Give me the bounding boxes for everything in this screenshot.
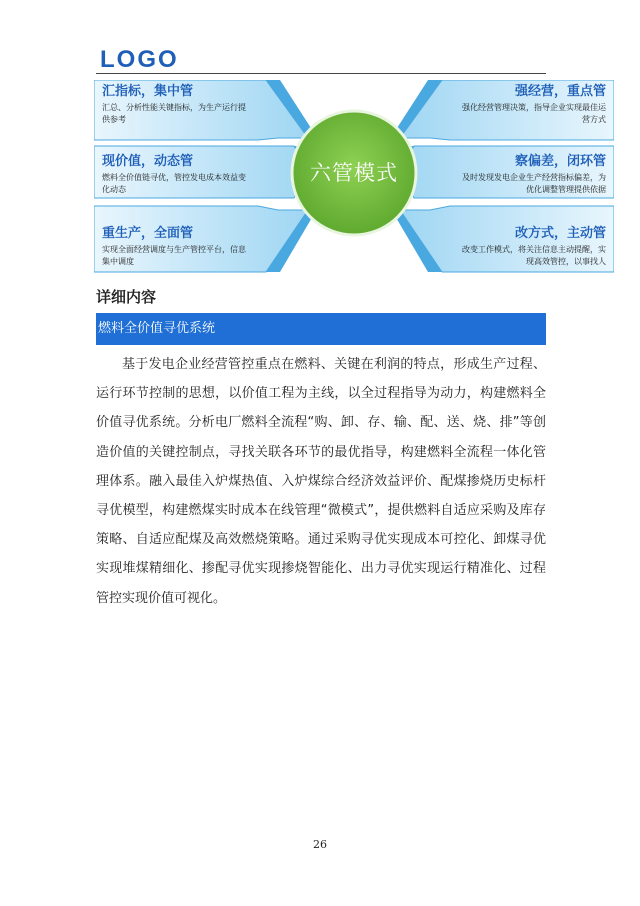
left-panel-1-text: 汇总、分析性能关键指标，为生产运行提供参考 — [102, 103, 246, 124]
right-panel-2-title: 察偏差，闭环管 — [514, 154, 606, 169]
six-management-diagram — [94, 80, 614, 276]
logo: LOGO — [100, 46, 179, 73]
left-panel-1-title: 汇指标，集中管 — [102, 84, 194, 99]
section-bar: 燃料全价值寻优系统 — [96, 313, 546, 345]
left-panel-3 — [102, 226, 252, 268]
right-panel-1-title: 强经营，重点管 — [514, 84, 606, 99]
left-panel-1 — [102, 84, 252, 126]
right-panel-3 — [456, 226, 606, 268]
right-panel-3-title: 改方式，主动管 — [514, 226, 606, 241]
header-rule — [96, 73, 546, 74]
right-panel-1 — [456, 84, 606, 126]
left-panel-3-text: 实现全面经营调度与生产管控平台，信息集中调度 — [102, 245, 246, 266]
left-panel-2 — [102, 154, 252, 196]
section-title: 详细内容 — [96, 288, 157, 306]
left-panel-2-text: 燃料全价值链寻优，管控发电成本效益变化动态 — [102, 173, 246, 194]
left-panel-2-title: 现价值，动态管 — [102, 154, 194, 169]
page-number: 26 — [313, 838, 327, 851]
body-paragraph: 基于发电企业经营管控重点在燃料、关键在利润的特点，形成生产过程、运行环节控制的思想，以价值工程为主线，以全过程指导为动力，构建燃料全价值寻优系统。分析电厂燃料全流程“购、卸、存、输、配、送、烧、排”等创造价值的关键控制点，寻找关联各环节的最优指导，构建燃料全流程一体化管理体系。融入最佳入炉煤热值、入炉煤综合经济效益评价、配煤掺烧历史标杆寻优模型，构建燃煤实时成本在线管理“微模式”，提供燃料自适应采购及库存策略、自适应配煤及高效燃烧策略。通过采购寻优实现成本可控化、卸煤寻优实现堆煤精细化、掺配寻优实现掺烧智能化、出力寻优实现运行精准化、过程管控实现价值可视化。 — [96, 357, 546, 606]
right-panel-3-text: 改变工作模式，将关注信息主动提醒，实现高效管控，以事找人 — [462, 245, 606, 266]
right-panel-2-text: 及时发现发电企业生产经营指标偏差，为优化调整管理提供依据 — [462, 173, 606, 194]
right-panel-1-text: 强化经营管理决策，指导企业实现最佳运营方式 — [462, 103, 606, 124]
left-panel-3-title: 重生产，全面管 — [102, 226, 194, 241]
right-panel-2 — [456, 154, 606, 196]
center-label: 六管模式 — [310, 161, 398, 185]
